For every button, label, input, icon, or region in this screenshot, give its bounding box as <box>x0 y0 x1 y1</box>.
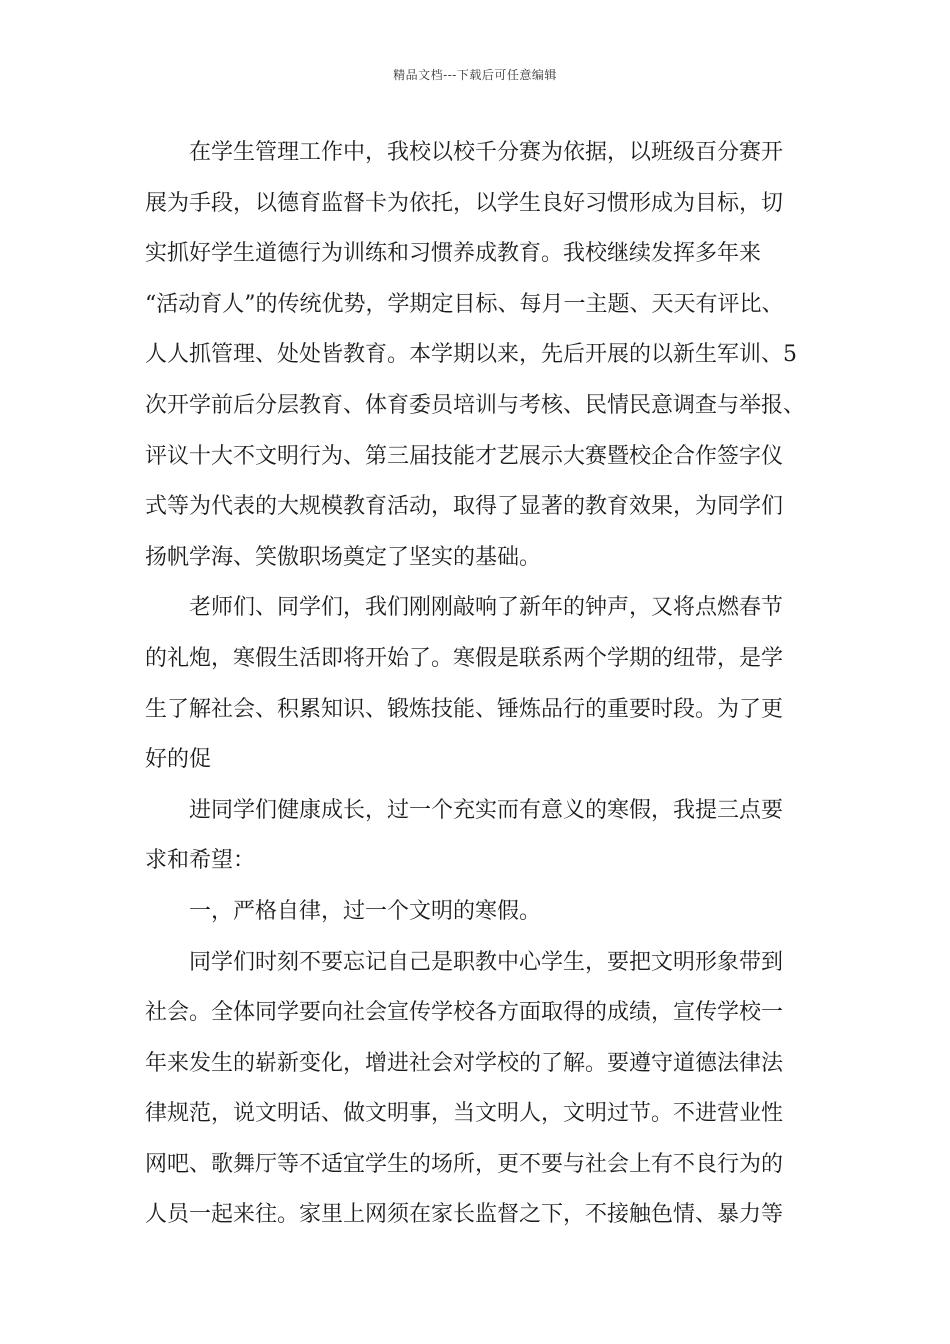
text-line: 实抓好学生道德行为训练和习惯养成教育。我校继续发挥多年来 <box>145 241 762 267</box>
document-body <box>145 128 810 1241</box>
section-heading: 一，严格自律，过一个文明的寒假。 <box>189 898 542 924</box>
text-line: 展为手段，以德育监督卡为依托，以学生良好习惯形成为目标，切 <box>145 190 784 216</box>
text-line: 好的促 <box>145 747 212 773</box>
text-line: “活动育人”的传统优势，学期定目标、每月一主题、天天有评比、 <box>145 291 784 317</box>
text-line: 生了解社会、积累知识、锻炼技能、锤炼品行的重要时段。为了更 <box>145 696 784 722</box>
text-line: 进同学们健康成长，过一个充实而有意义的寒假，我提三点要 <box>189 797 784 823</box>
text-line: 人员一起来往。家里上网须在家长监督之下，不接触色情、暴力等 <box>145 1202 784 1228</box>
text-line: 人人抓管理、处处皆教育。本学期以来，先后开展的以新生军训、5 <box>145 342 797 368</box>
text-line: 式等为代表的大规模教育活动，取得了显著的教育效果，为同学们 <box>145 494 784 520</box>
text-line: 老师们、同学们，我们刚刚敲响了新年的钟声，又将点燃春节 <box>189 595 784 621</box>
text-line: 扬帆学海、笑傲职场奠定了坚实的基础。 <box>145 544 542 570</box>
text-line: 年来发生的崭新变化，增进社会对学校的了解。要遵守道德法律法 <box>145 1050 784 1076</box>
text-line: 的礼炮，寒假生活即将开始了。寒假是联系两个学期的纽带，是学 <box>145 645 784 671</box>
page-header: 精品文档---下载后可任意编辑 <box>393 68 557 82</box>
text-line: 社会。全体同学要向社会宣传学校各方面取得的成绩，宣传学校一 <box>145 1000 784 1026</box>
text-line: 次开学前后分层教育、体育委员培训与考核、民情民意调查与举报、 <box>145 392 806 418</box>
text-line: 律规范，说文明话、做文明事，当文明人，文明过节。不进营业性 <box>145 1101 784 1127</box>
text-line: 网吧、歌舞厅等不适宜学生的场所，更不要与社会上有不良行为的 <box>145 1151 784 1177</box>
text-line: 求和希望： <box>145 848 256 874</box>
text-line: 同学们时刻不要忘记自己是职教中心学生，要把文明形象带到 <box>189 949 784 975</box>
text-line: 在学生管理工作中，我校以校千分赛为依据，以班级百分赛开 <box>189 140 784 165</box>
text-line: 评议十大不文明行为、第三届技能才艺展示大赛暨校企合作签字仪 <box>145 443 784 469</box>
